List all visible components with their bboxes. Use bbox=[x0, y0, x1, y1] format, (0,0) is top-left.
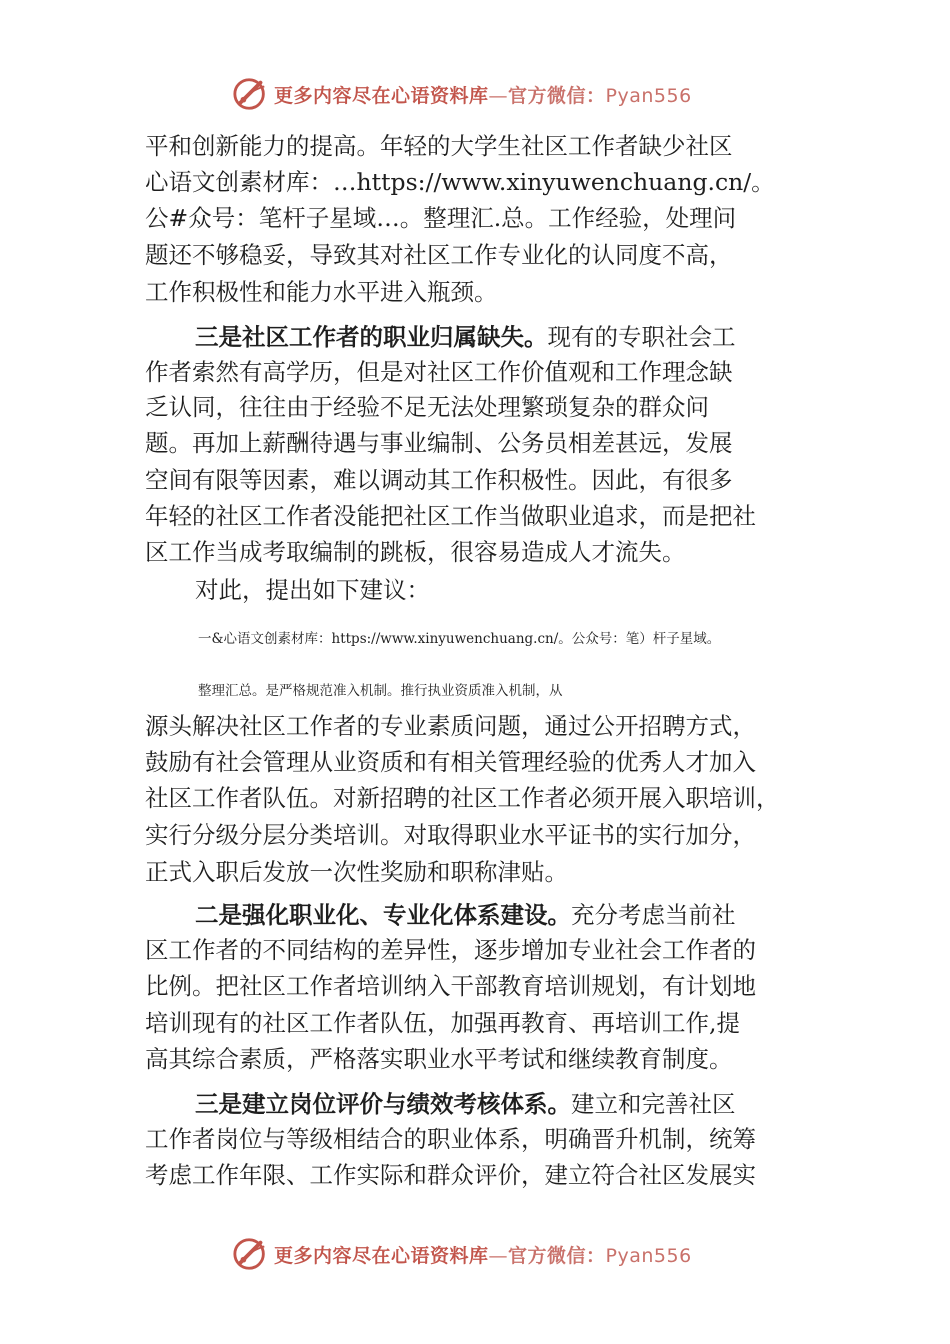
banner-wechat-id: Pyan556 bbox=[605, 1244, 692, 1267]
text-line: 题还不够稳妥，导致其对社区工作专业化的认同度不高， bbox=[145, 241, 733, 269]
text-line: 工作者岗位与等级相结合的职业体系，明确晋升机制，统筹 bbox=[145, 1125, 756, 1153]
banner-wechat-id: Pyan556 bbox=[605, 84, 692, 107]
text-line: 乏认同，往往由于经验不足无法处理繁琐复杂的群众问 bbox=[145, 393, 709, 421]
text-line: 题。再加上薪酬待遇与事业编制、公务员相差甚远，发展 bbox=[145, 429, 733, 457]
banner-text bbox=[274, 1241, 692, 1268]
text-line: 高其综合素质，严格落实职业水平考试和继续教育制度。 bbox=[145, 1045, 733, 1073]
banner-slogan: 更多内容尽在心语资料库 bbox=[274, 1244, 489, 1267]
pen-logo-icon bbox=[232, 75, 270, 113]
text-line: 社区工作者队伍。对新招聘的社区工作者必须开展入职培训， bbox=[145, 784, 780, 812]
text-line: 区工作者的不同结构的差异性，逐步增加专业社会工作者的 bbox=[145, 936, 756, 964]
text-line: 平和创新能力的提高。年轻的大学生社区工作者缺少社区 bbox=[145, 132, 733, 160]
text-line: 对此，提出如下建议： bbox=[195, 576, 430, 604]
text-line: 实行分级分层分类培训。对取得职业水平证书的实行加分， bbox=[145, 821, 756, 849]
banner-separator: — bbox=[488, 84, 509, 107]
paragraph-heading-line bbox=[195, 319, 736, 355]
pen-logo-icon bbox=[232, 1235, 270, 1273]
text-line: 空间有限等因素，难以调动其工作积极性。因此，有很多 bbox=[145, 466, 733, 494]
paragraph-heading-line bbox=[195, 897, 736, 933]
banner-separator: — bbox=[488, 1244, 509, 1267]
text-line: 公#众号：笔杆子星域…。整理汇.总。工作经验，处理问 bbox=[145, 204, 737, 232]
text-line: 工作积极性和能力水平进入瓶颈。 bbox=[145, 278, 498, 306]
text-line: 年轻的社区工作者没能把社区工作当做职业追求，而是把社 bbox=[145, 502, 756, 530]
paragraph-heading: 三是社区工作者的职业归属缺失。 bbox=[195, 323, 548, 351]
text-line: 心语文创素材库：…https://www.xinyuwenchuang.cn/。 bbox=[145, 168, 775, 196]
text-run: 现有的专职社会工 bbox=[547, 323, 736, 351]
banner-wechat-label: 官方微信： bbox=[508, 1244, 606, 1267]
text-line: 作者索然有高学历，但是对社区工作价值观和工作理念缺 bbox=[145, 358, 733, 386]
banner-slogan: 更多内容尽在心语资料库 bbox=[274, 84, 489, 107]
footer-banner bbox=[232, 1234, 752, 1274]
text-line: 区工作当成考取编制的跳板，很容易造成人才流失。 bbox=[145, 538, 686, 566]
text-line: 正式入职后发放一次性奖励和职称津贴。 bbox=[145, 858, 568, 886]
header-banner bbox=[232, 74, 752, 114]
text-run: 充分考虑当前社 bbox=[571, 901, 736, 929]
text-line: 鼓励有社会管理从业资质和有相关管理经验的优秀人才加入 bbox=[145, 748, 756, 776]
paragraph-heading: 三是建立岗位评价与绩效考核体系。 bbox=[195, 1090, 571, 1118]
text-line: 培训现有的社区工作者队伍，加强再教育、再培训工作,提 bbox=[145, 1009, 740, 1037]
text-line: 源头解决社区工作者的专业素质问题，通过公开招聘方式， bbox=[145, 712, 756, 740]
small-text-line: 一&心语文创素材库：https://www.xinyuwenchuang.cn/。公众号：笔）杆子星域。 bbox=[198, 631, 721, 647]
text-line: 比例。把社区工作者培训纳入干部教育培训规划，有计划地 bbox=[145, 972, 756, 1000]
small-text-line: 整理汇总。是严格规范准入机制。推行执业资质准入机制，从 bbox=[198, 683, 563, 699]
paragraph-heading-line bbox=[195, 1086, 736, 1122]
banner-text bbox=[274, 81, 692, 108]
text-line: 考虑工作年限、工作实际和群众评价，建立符合社区发展实 bbox=[145, 1161, 756, 1189]
paragraph-heading: 二是强化职业化、专业化体系建设。 bbox=[195, 901, 571, 929]
text-run: 建立和完善社区 bbox=[571, 1090, 736, 1118]
banner-wechat-label: 官方微信： bbox=[508, 84, 606, 107]
